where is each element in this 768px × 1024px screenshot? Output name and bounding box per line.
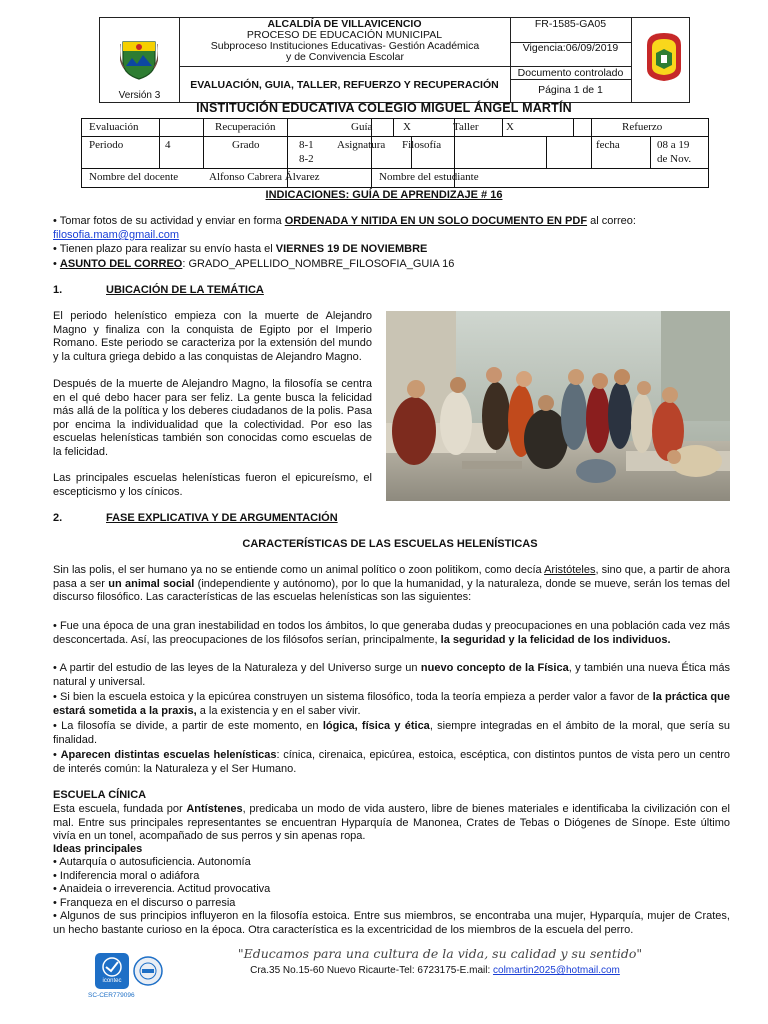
institution-title: INSTITUCIÓN EDUCATIVA COLEGIO MIGUEL ÁNGEL MARTÍN	[196, 101, 572, 115]
grado-value-1: 8-1	[299, 139, 314, 151]
label-evaluacion: Evaluación	[89, 121, 139, 133]
label-recuperacion: Recuperación	[215, 121, 276, 133]
idea-item: • Franqueza en el discurso o parresia	[53, 897, 236, 909]
header-subproceso: Subproceso Instituciones Educativas- Gestión Académica y de Convivencia Escolar	[210, 40, 480, 63]
asignatura-value: Filosofía	[402, 139, 442, 151]
icontec-label: icontec	[102, 978, 122, 984]
section1-paragraph-3: Las principales escuelas helenísticas fueron el epicureísmo, el escepticismo y los cínicos.	[53, 472, 372, 498]
cinica-title: ESCUELA CÍNICA	[53, 789, 147, 801]
grado-value-2: 8-2	[299, 153, 314, 165]
iqnet-cert-badge	[132, 955, 164, 987]
municipality-crest-logo	[120, 38, 158, 80]
characteristic-5: • Aparecen distintas escuelas helenísticas: cínica, cirenaica, epicúrea, estoica, escéptica, con distintos puntos de vista pero un centro de interés común: la Naturaleza y el Ser Humano.	[53, 749, 730, 775]
characteristic-1: • Fue una época de una gran inestabilidad en todos los ámbitos, lo que generaba dudas y preocupaciones en una población cada vez más desconcertada. Así, las preocupaciones de los filósofos serían, principalmente, la seguridad y la felicidad de los individuos.	[53, 620, 730, 646]
characteristic-3: • Si bien la escuela estoica y la epicúrea construyen un sistema filosófico, toda la teoría empieza a perder valor a favor de la práctica que estará sometida a la praxis, a la existencia y en el saber vivir.	[53, 691, 730, 717]
label-estudiante: Nombre del estudiante	[379, 171, 479, 183]
header-alcaldia: ALCALDÍA DE VILLAVICENCIO	[267, 18, 422, 30]
characteristic-4: • La filosofía se divide, a partir de este momento, en lógica, física y ética, siempre integradas en el ámbito de la moral, que sería su finalidad.	[53, 720, 730, 746]
idea-item: • Indiferencia moral o adiáfora	[53, 870, 200, 882]
label-refuerzo: Refuerzo	[622, 121, 663, 133]
footer-quote: "Educamos para una cultura de la vida, su calidad y su sentido"	[237, 946, 643, 961]
header-table	[99, 17, 690, 103]
section2-number: 2.	[53, 512, 63, 524]
icontec-cert-badge	[95, 953, 129, 989]
section2-title: FASE EXPLICATIVA Y DE ARGUMENTACIÓN	[106, 512, 338, 524]
indicaciones-heading: INDICACIONES: GUÍA DE APRENDIZAJE # 16	[265, 189, 503, 201]
idea-item: • Autarquía o autosuficiencia. Autonomía	[53, 856, 251, 868]
cinica-last-item: • Algunos de sus principios influyeron en la filosofía estoica. Entre sus miembros, se encontraba una mujer, Hyparquía, mujer de Crates, un hecho bastante curioso en la época. Otra característica es la excentricidad de los miembros de la escuela del perro.	[53, 910, 730, 936]
periodo-value: 4	[165, 139, 171, 151]
header-controlado: Documento controlado	[517, 67, 624, 79]
instruction-2: • Tienen plazo para realizar su envío hasta el VIERNES 19 DE NOVIEMBRE	[53, 243, 428, 255]
label-fecha: fecha	[596, 139, 620, 151]
header-doc-title: EVALUACIÓN, GUIA, TALLER, REFUERZO Y RECUPERACIÓN	[190, 79, 499, 91]
instruction-1: • Tomar fotos de su actividad y enviar en forma ORDENADA Y NITIDA EN UN SOLO DOCUMENTO EN PDF al correo:	[53, 215, 636, 227]
label-docente: Nombre del docente	[89, 171, 179, 183]
header-version: Versión 3	[118, 90, 161, 101]
guia-mark: X	[403, 121, 411, 133]
section2-subtitle: CARACTERÍSTICAS DE LAS ESCUELAS HELENÍSTICAS	[242, 538, 538, 550]
docente-value: Alfonso Cabrera Álvarez	[209, 171, 320, 183]
section1-paragraph-1: El periodo helenístico empieza con la muerte de Alejandro Magno y finaliza con la conquista de Egipto por el Imperio Romano. Este periodo se caracteriza por la extensión del mundo y la cultura griega debido a las conquistas de Alejandro Magno.	[53, 310, 372, 363]
school-crest-logo	[644, 31, 684, 83]
label-grado: Grado	[232, 139, 260, 151]
label-taller: Taller	[453, 121, 479, 133]
idea-item: • Anaideia o irreverencia. Actitud provocativa	[53, 883, 271, 895]
hellenistic-philosophers-painting	[386, 311, 730, 501]
header-pagina: Página 1 de 1	[538, 84, 603, 96]
label-periodo: Periodo	[89, 139, 124, 151]
header-proceso: PROCESO DE EDUCACIÓN MUNICIPAL	[246, 29, 443, 41]
instruction-3: • ASUNTO DEL CORREO: GRADO_APELLIDO_NOMBRE_FILOSOFIA_GUIA 16	[53, 258, 455, 270]
section1-number: 1.	[53, 284, 63, 296]
footer-address: Cra.35 No.15-60 Nuevo Ricaurte-Tel: 6723175-E.mail: colmartin2025@hotmail.com	[250, 965, 620, 976]
section1-title: UBICACIÓN DE LA TEMÁTICA	[106, 284, 264, 296]
cert-code: SC-CER779096	[88, 992, 135, 999]
section1-paragraph-2: Después de la muerte de Alejandro Magno, la filosofía se centra en el qué debo hacer para ser feliz. La gente busca la felicidad más allá de la política y los deberes ciudadanos de la polis. Pasa por encima la individualidad que la colectividad. Por eso las escuelas helenísticas también son conocidas como escuelas de la felicidad.	[53, 378, 372, 458]
label-asignatura: Asignatura	[337, 139, 386, 151]
aristoteles-link[interactable]: Aristóteles	[544, 564, 596, 576]
label-guia: Guía	[351, 121, 373, 133]
section2-intro: Sin las polis, el ser humano ya no se entiende como un animal político o zoon politikom, como decía Aristóteles, sino que, a partir de ahora pasa a ser un animal social (independiente y autónomo), por lo que la humanidad, y la naturaleza, donde se mueve, serán los temas del discurso filosófico. Las características de las escuelas helenísticas son las siguientes:	[53, 564, 731, 603]
ideas-title: Ideas principales	[53, 843, 143, 855]
footer-email-link[interactable]: colmartin2025@hotmail.com	[493, 965, 620, 976]
header-vigencia: Vigencia:06/09/2019	[522, 42, 619, 54]
cinica-paragraph: Esta escuela, fundada por Antístenes, predicaba un modo de vida austero, libre de bienes materiales e identificaba la civilización con el mal. Entre sus principales representantes se encuentran Hyparquía de Manonea, Crates de Tebas o Diógenes de Sínope. Este último vivía en un tonel, acompañado de sus perros y sin apenas ropa.	[53, 803, 730, 842]
info-table	[81, 118, 709, 188]
taller-mark: X	[506, 121, 514, 133]
characteristic-2: • A partir del estudio de las leyes de la Naturaleza y del Universo surge un nuevo concepto de la Física, y también una nueva Ética más natural y universal.	[53, 662, 731, 688]
fecha-value-2: de Nov.	[657, 153, 692, 165]
instruction-email-link[interactable]: filosofia.mam@gmail.com	[53, 229, 180, 241]
header-code: FR-1585-GA05	[534, 18, 607, 30]
fecha-value-1: 08 a 19	[657, 139, 690, 151]
